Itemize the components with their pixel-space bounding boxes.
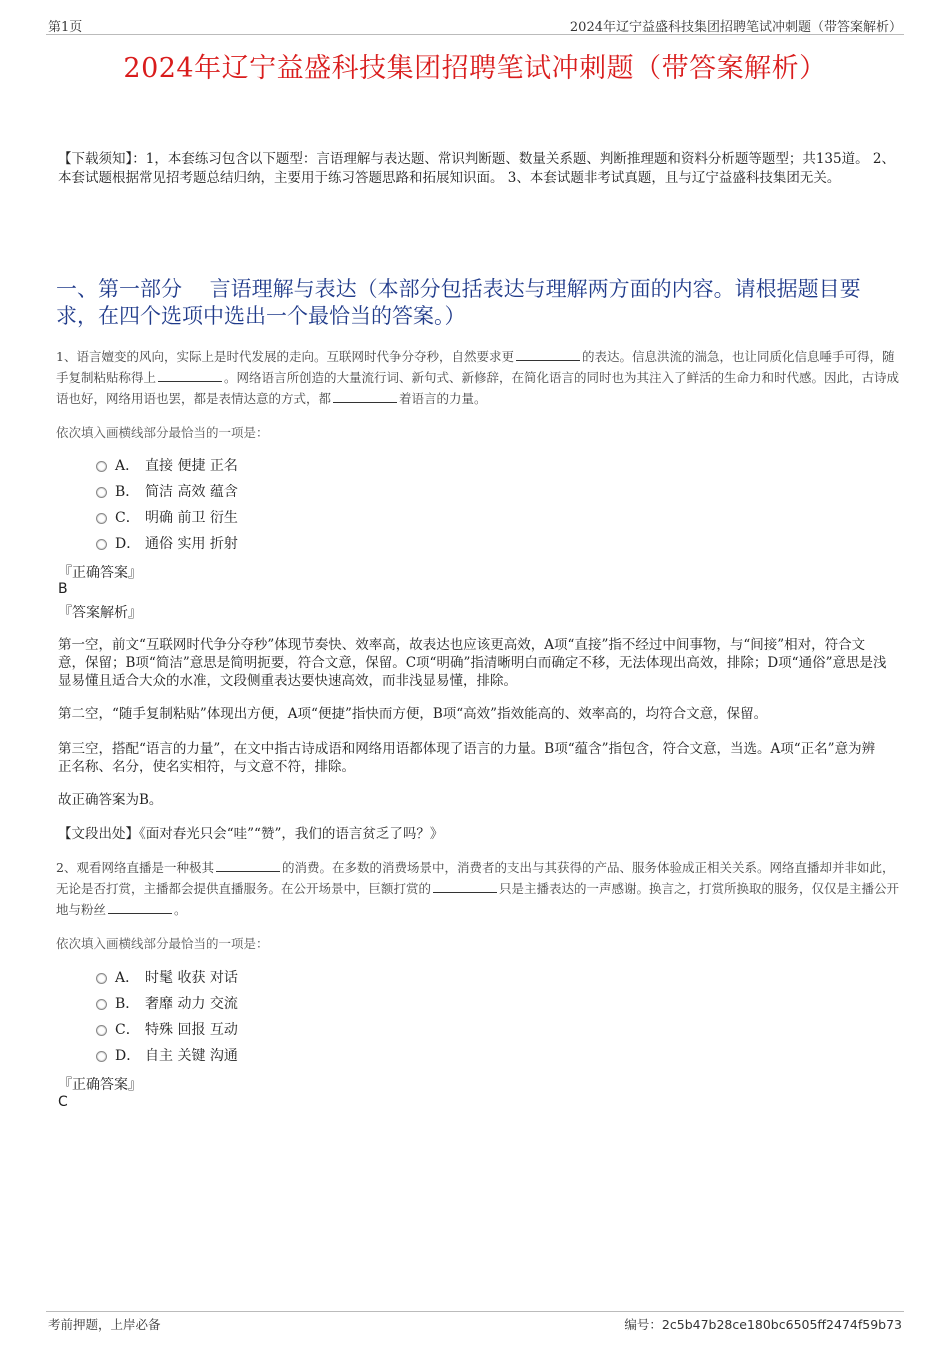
section-heading: 一、第一部分 言语理解与表达（本部分包括表达与理解两方面的内容。请根据题目要求，在四个选项中选出一个最恰当的答案。） xyxy=(56,277,861,328)
analysis-paragraph: 第二空，“随手复制粘贴”体现出方便，A项“便捷”指快而方便，B项“高效”指效能高的、效率高的，均符合文意，保留。 xyxy=(58,706,768,722)
question-2-stem xyxy=(56,857,900,920)
stem-text: 2、观看网络直播是一种极其 xyxy=(56,860,214,875)
header-doc-title: 2024年辽宁益盛科技集团招聘笔试冲刺题（带答案解析） xyxy=(569,20,902,35)
option-text: 简洁 高效 蕴含 xyxy=(145,484,238,500)
option-letter: A． xyxy=(115,458,140,474)
question-1-option-b[interactable] xyxy=(96,482,238,502)
radio-icon[interactable] xyxy=(96,487,107,498)
stem-text: 。 xyxy=(174,902,187,917)
radio-icon[interactable] xyxy=(96,539,107,550)
stem-text: 的消费。在多数的消费场景中，消费者的支出与其获得的产品、服务体验成正相关关系。网络直播却并非如此，无论是否打赏，主播都会提供直播服务。在公开场景中，巨额打赏的 xyxy=(56,860,895,896)
analysis-source: 【文段出处】《面对春光只会“哇”“赞”，我们的语言贫乏了吗？》 xyxy=(58,826,444,842)
page-number: 第1页 xyxy=(48,20,83,35)
radio-icon[interactable] xyxy=(96,973,107,984)
option-letter: B． xyxy=(115,996,140,1012)
question-1-prompt: 依次填入画横线部分最恰当的一项是： xyxy=(56,425,269,440)
stem-text: 。网络语言所创造的大量流行词、新句式、新修辞，在简化语言的同时也为其注入了鲜活的生命力和时代感。因此，古诗成语也好，网络用语也罢，都是表情达意的方式，都 xyxy=(56,370,900,406)
question-1-option-d[interactable] xyxy=(96,534,238,554)
download-notice: 【下载须知】：1，本套练习包含以下题型：言语理解与表达题、常识判断题、数量关系题、判断推理题和资料分析题等题型；共135道。 2、本套试题根据常见招考题总结归纳，主要用于练习答题思路和拓展知识面。 3、本套试题非考试真题，且与辽宁益盛科技集团无关。 xyxy=(58,151,895,186)
radio-icon[interactable] xyxy=(96,999,107,1010)
page-title: 2024年辽宁益盛科技集团招聘笔试冲刺题（带答案解析） xyxy=(123,53,827,84)
option-letter: C． xyxy=(115,1022,140,1038)
option-letter: D． xyxy=(115,1048,141,1064)
option-text: 明确 前卫 衍生 xyxy=(145,510,238,526)
stem-text: 只是主播表达的一声感谢。换言之，打赏所换取的服务，仅仅是主播公开地与粉丝 xyxy=(56,881,900,917)
option-letter: B． xyxy=(115,484,140,500)
question-1-answer: B xyxy=(58,581,68,597)
radio-icon[interactable] xyxy=(96,1025,107,1036)
question-2-prompt: 依次填入画横线部分最恰当的一项是： xyxy=(56,936,269,951)
radio-icon[interactable] xyxy=(96,513,107,524)
option-text: 特殊 回报 互动 xyxy=(145,1022,238,1038)
page-header xyxy=(46,14,904,35)
fill-blank xyxy=(333,390,397,403)
option-text: 奢靡 动力 交流 xyxy=(145,996,238,1012)
code-value: 2c5b47b28ce180bc6505ff2474f59b73 xyxy=(661,1317,902,1332)
question-2-option-d[interactable] xyxy=(96,1046,238,1066)
page-footer xyxy=(46,1311,904,1336)
option-text: 直接 便捷 正名 xyxy=(145,458,238,474)
footer-code xyxy=(624,1315,902,1333)
question-2-answer-label: 『正确答案』 xyxy=(58,1077,142,1093)
fill-blank xyxy=(216,859,280,872)
stem-text: 1、语言嬗变的风向，实际上是时代发展的走向。互联网时代争分夺秒，自然要求更 xyxy=(56,349,514,364)
footer-slogan: 考前押题，上岸必备 xyxy=(48,1317,161,1332)
fill-blank xyxy=(433,880,497,893)
question-2-option-b[interactable] xyxy=(96,994,238,1014)
code-label: 编号： xyxy=(624,1317,662,1332)
question-2-option-a[interactable] xyxy=(96,968,238,988)
analysis-paragraph: 第三空，搭配“语言的力量”，在文中指古诗成语和网络用语都体现了语言的力量。B项“蕴含”指包含，符合文意，当选。A项“正名”意为辨正名称、名分，使名实相符，与文意不符，排除。 xyxy=(58,741,876,775)
radio-icon[interactable] xyxy=(96,1051,107,1062)
fill-blank xyxy=(158,369,222,382)
question-2-answer: C xyxy=(58,1094,68,1110)
stem-text: 的表达。信息洪流的湍急，也让同质化信息唾手可得，随手复制粘贴称得上 xyxy=(56,349,895,385)
option-text: 时髦 收获 对话 xyxy=(145,970,238,986)
radio-icon[interactable] xyxy=(96,461,107,472)
option-letter: C． xyxy=(115,510,140,526)
question-1-stem xyxy=(56,346,900,409)
option-text: 自主 关键 沟通 xyxy=(145,1048,238,1064)
option-text: 通俗 实用 折射 xyxy=(145,536,238,552)
fill-blank xyxy=(108,901,172,914)
stem-text: 着语言的力量。 xyxy=(399,391,487,406)
question-1-option-c[interactable] xyxy=(96,508,238,528)
question-1-analysis-label: 『答案解析』 xyxy=(58,605,142,621)
analysis-conclusion: 故正确答案为B。 xyxy=(58,792,163,808)
option-letter: A． xyxy=(115,970,140,986)
option-letter: D． xyxy=(115,536,141,552)
question-2-option-c[interactable] xyxy=(96,1020,238,1040)
question-1-option-a[interactable] xyxy=(96,456,238,476)
fill-blank xyxy=(516,348,580,361)
analysis-paragraph: 第一空，前文“互联网时代争分夺秒”体现节奏快、效率高，故表达也应该更高效，A项“直接”指不经过中间事物，与“间接”相对，符合文意，保留；B项“简洁”意思是简明扼要，符合文意，保留。C项“明确”指清晰明白而确定不移，无法体现出高效，排除；D项“通俗”意思是浅显易懂且适合大众的水准，文段侧重表达要快速高效，而非浅显易懂，排除。 xyxy=(58,637,887,689)
question-1-answer-label: 『正确答案』 xyxy=(58,565,142,581)
